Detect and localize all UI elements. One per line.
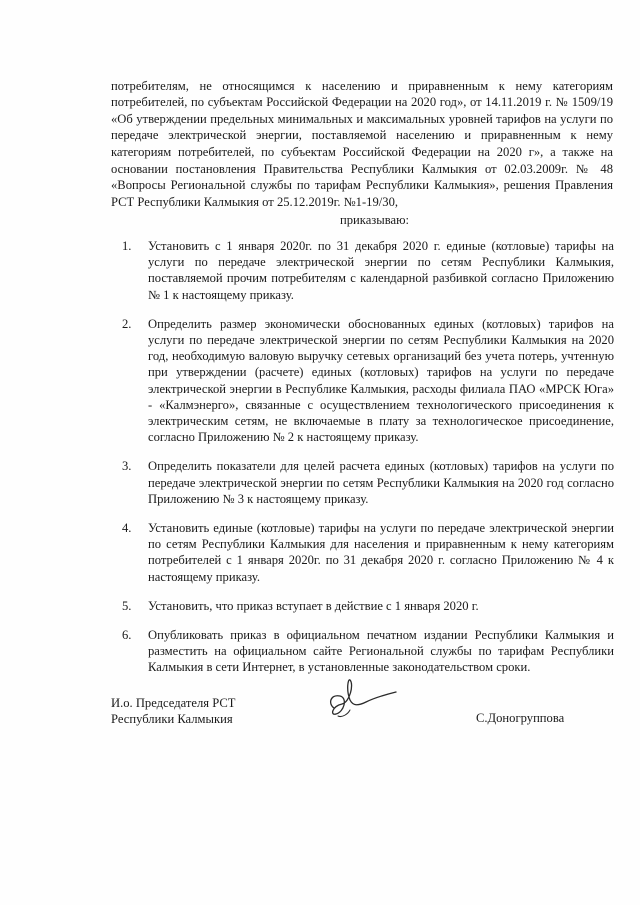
signatory-title [111,695,235,727]
order-items-list [122,238,614,689]
signatory-title-line2: Республики Калмыкия [111,712,233,726]
item-text: Определить показатели для целей расчета единых (котловых) тарифов на услуги по передаче электрической энергии по сетям Республики Калмыкия на 2020 год согласно Приложению № 3 к настоящему приказу. [148,459,614,506]
order-item [122,458,614,507]
item-number: 3. [122,459,132,474]
order-heading: приказываю: [340,213,410,227]
order-item [122,598,614,614]
order-item [122,316,614,446]
intro-paragraph: потребителям, не относящимся к населению и приравненным к нему категориям потребителей, по субъектам Российской Федерации на 2020 год», от 14.11.2019 г. № 1509/19 «Об утверждении предельных минимальных и максимальных уровней тарифов на услуги по передаче электрической энергии, поставляемой населению и приравненным к нему категориям потребителей, по субъектам Российской Федерации на 2020 г», а также на основании постановления Правительства Республики Калмыкия от 02.03.2009г. № 48 «Вопросы Региональной службы по тарифам Республики Калмыкия», решения Правления РСТ Республики Калмыкия от 25.12.2019г. №1-19/30, [111,78,613,209]
order-item [122,238,614,303]
item-text: Установить единые (котловые) тарифы на услуги по передаче электрической энергии по сетям Республики Калмыкия для населения и приравненным к нему категориям потребителей с 1 января 2020г. по 31 декабря 2020 г. согласно Приложению № 4 к настоящему приказу. [148,521,614,584]
signatory-name: С.Доногруппова [476,711,565,725]
item-number: 1. [122,239,132,253]
item-number: 5. [122,598,132,613]
item-text: Опубликовать приказ в официальном печатном издании Республики Калмыкия и разместить на официальном сайте Региональной службы по тарифам Республики Калмыкия в сети Интернет, в установленные законодательством сроки. [148,628,614,675]
order-item [122,520,614,585]
item-number: 6. [122,628,132,643]
handwritten-signature [320,676,400,724]
item-text: Определить размер экономически обоснованных единых (котловых) тарифов на услуги по передаче электрической энергии по сетям Республики Калмыкия на 2020 год, необходимую валовую выручку сетевых организаций без учета потерь, учтенную при утверждении (расчете) единых (котловых) тарифов на услуги по передаче электрической энергии в Республике Калмыкия, расходы филиала ПАО «МРСК Юга» - «Калмэнерго», связанные с осуществлением технологического присоединения к электрическим сетям, не включаемые в плату за технологическое присоединение, согласно Приложению № 2 к настоящему приказу. [148,316,614,445]
item-text: Установить с 1 января 2020г. по 31 декабря 2020 г. единые (котловые) тарифы на услуги по передаче электрической энергии по сетям Республики Калмыкия, поставляемой прочим потребителям с календарной разбивкой согласно Приложению № 1 к настоящему приказу. [148,239,614,302]
item-number: 2. [122,316,132,331]
item-number: 4. [122,521,132,536]
item-text: Установить, что приказ вступает в действие с 1 января 2020 г. [148,598,479,613]
order-item [122,627,614,676]
signatory-title-line1: И.о. Председателя РСТ [111,696,236,710]
